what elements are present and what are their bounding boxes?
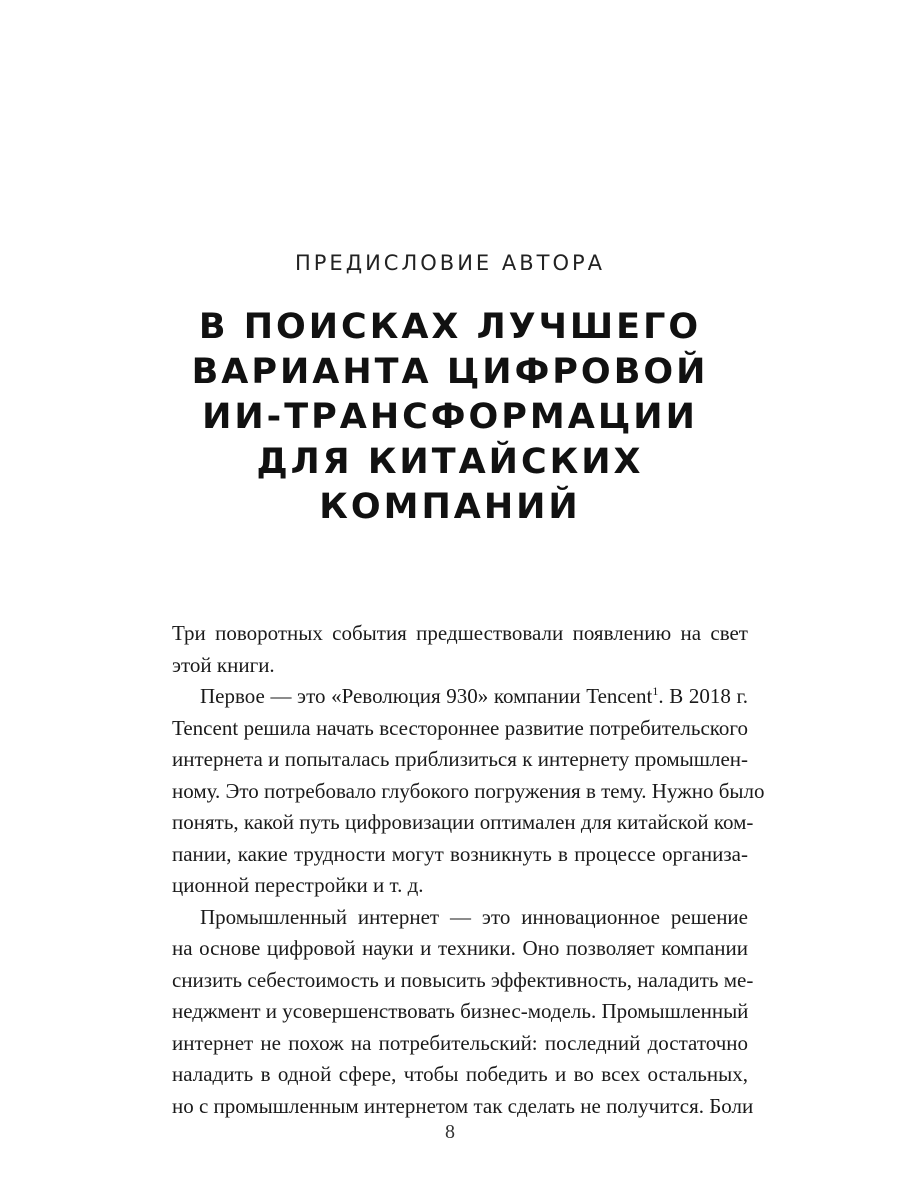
text-line	[172, 681, 748, 713]
text-line: ционной перестройки и т. д.	[172, 873, 424, 897]
text-line: Промышленный интернет — это инновационное решение	[200, 904, 748, 929]
text-run: . В 2018 г.	[658, 684, 748, 708]
section-kicker: ПРЕДИСЛОВИЕ АВТОРА	[294, 251, 606, 275]
chapter-title-line: КОМПАНИЙ	[319, 487, 581, 527]
text-line: этой книги.	[172, 652, 275, 677]
footnote-marker[interactable]: 1	[652, 684, 659, 698]
paragraph-2	[172, 681, 765, 902]
chapter-title-line: ИИ-ТРАНСФОРМАЦИИ	[202, 397, 698, 437]
text-line: пании, какие трудности могут возникнуть в процессе организа-	[172, 841, 748, 866]
text-line: интернет не похож на потребительский: последний достаточно	[172, 1030, 748, 1055]
text-line: наладить в одной сфере, чтобы победить и во всех остальных,	[172, 1062, 748, 1086]
text-line: снизить себестоимость и повысить эффективность, наладить ме-	[172, 967, 754, 992]
text-line: ному. Это потребовало глубокого погружения в тему. Нужно было	[172, 778, 765, 803]
text-run: Первое — это «Революция 930» компании Tencent	[200, 684, 653, 708]
text-line: но с промышленным интернетом так сделать не получится. Боли	[172, 1093, 754, 1118]
paragraph-1	[172, 618, 748, 681]
text-line: на основе цифровой науки и техники. Оно позволяет компании	[172, 936, 748, 960]
text-line: Tencent решила начать всестороннее развитие потребительского	[172, 715, 748, 740]
chapter-title-line: ВАРИАНТА ЦИФРОВОЙ	[191, 352, 709, 392]
text-line: понять, какой путь цифровизации оптимален для китайской ком-	[172, 810, 754, 834]
page-number: 8	[445, 1121, 455, 1143]
text-line: Три поворотных события предшествовали появлению на свет	[172, 621, 748, 645]
body-text	[172, 618, 765, 1122]
chapter-title	[0, 305, 900, 530]
text-line: неджмент и усовершенствовать бизнес-модель. Промышленный	[172, 999, 749, 1023]
paragraph-3	[172, 902, 754, 1123]
text-line: интернета и попыталась приблизиться к интернету промышлен-	[172, 747, 748, 771]
chapter-title-line: ДЛЯ КИТАЙСКИХ	[256, 442, 644, 482]
chapter-title-line: В ПОИСКАХ ЛУЧШЕГО	[198, 307, 702, 347]
